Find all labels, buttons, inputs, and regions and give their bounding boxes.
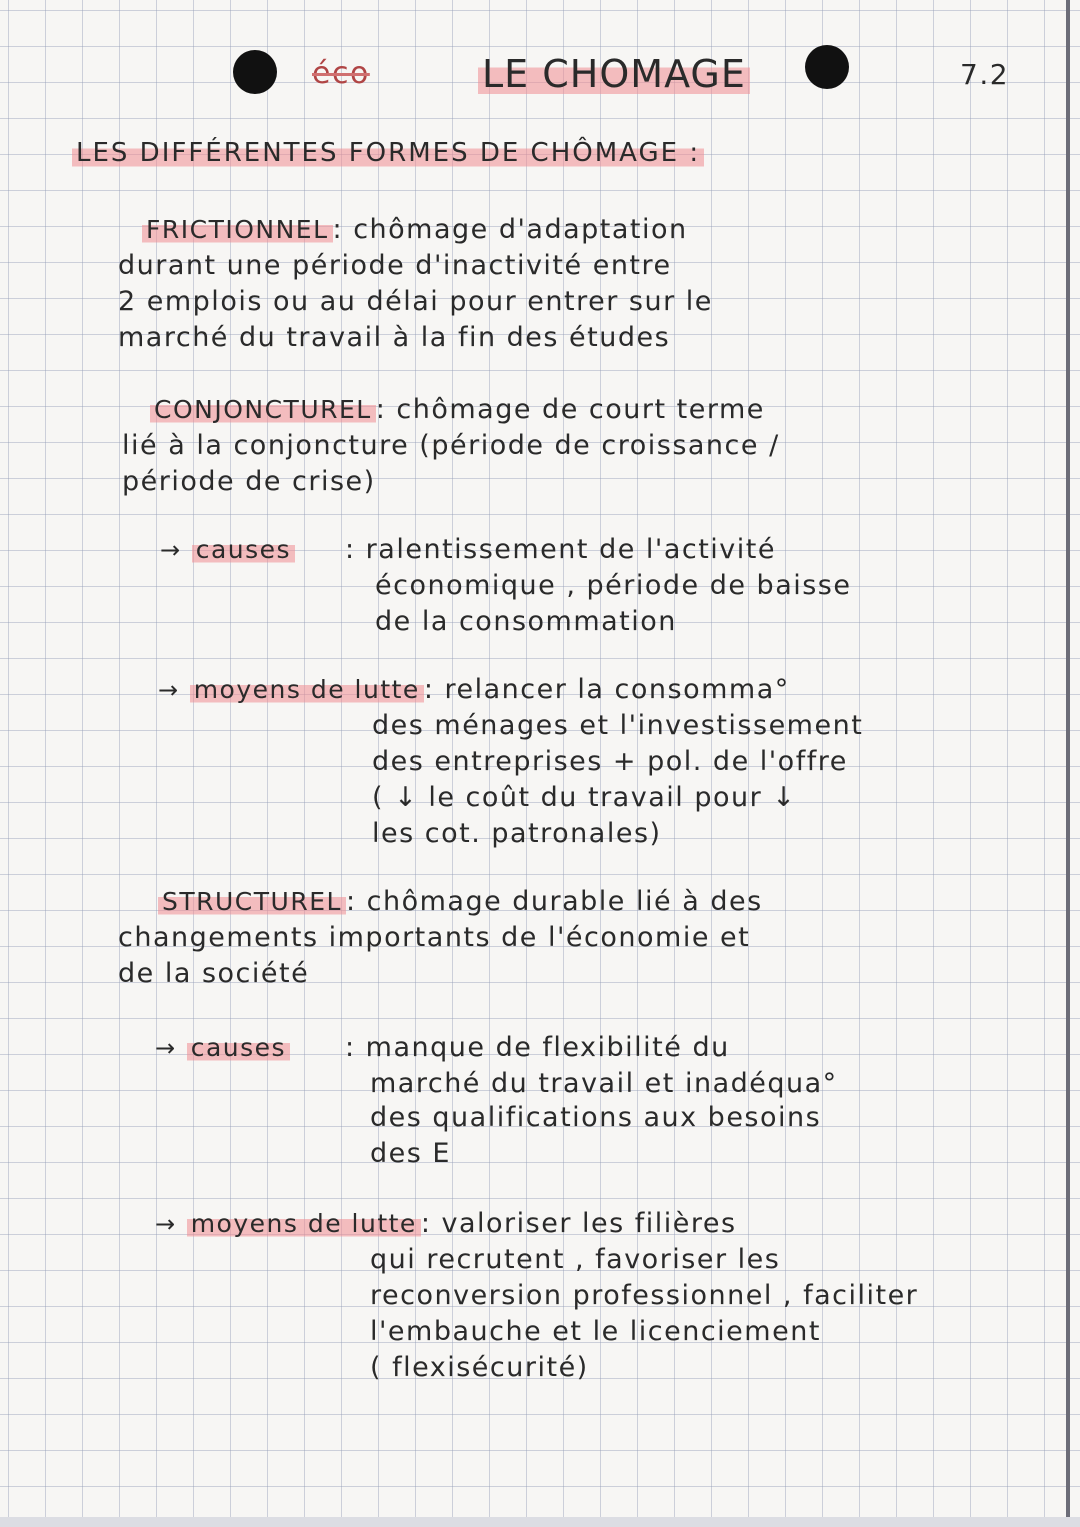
term-conjoncturel: CONJONCTUREL (150, 395, 376, 424)
causes-line: des qualifications aux besoins (370, 1102, 822, 1133)
page-edge (1066, 0, 1070, 1527)
term-structurel: STRUCTUREL (158, 887, 346, 916)
definition-line: : chômage de court terme (375, 394, 765, 425)
term-frictionnel: FRICTIONNEL (142, 215, 333, 244)
moyens-line: : valoriser les filières (420, 1208, 737, 1239)
binder-hole-left (233, 50, 277, 94)
section-heading: LES DIFFÉRENTES FORMES DE CHÔMAGE : (72, 138, 704, 168)
causes-line: des E (370, 1138, 451, 1169)
definition-line: : chômage durable lié à des (345, 886, 763, 917)
page-number: 7.2 (960, 58, 1010, 91)
moyens-line: l'embauche et le licenciement (370, 1316, 821, 1347)
causes-label: causes (187, 1033, 290, 1062)
definition-line: durant une période d'inactivité entre (118, 250, 672, 281)
definition-line: changements importants de l'économie et (118, 922, 751, 953)
definition-line: de la société (118, 958, 310, 989)
moyens-line: ( flexisécurité) (370, 1352, 589, 1383)
page-bottom-edge (0, 1517, 1080, 1527)
moyens-line: ( ↓ le coût du travail pour ↓ (372, 782, 797, 813)
causes-line: de la consommation (375, 606, 677, 637)
causes-line: : ralentissement de l'activité (345, 534, 776, 565)
moyens-line: des ménages et l'investissement (372, 710, 864, 741)
moyens-line: reconversion professionnel , faciliter (370, 1280, 919, 1311)
arrow-icon: → (158, 676, 180, 704)
moyens-line: des entreprises + pol. de l'offre (372, 746, 848, 777)
arrow-icon: → (160, 536, 182, 564)
subject-label: éco (312, 56, 370, 91)
definition-line: période de crise) (122, 466, 376, 497)
definition-line: marché du travail à la fin des études (118, 322, 671, 353)
moyens-label: moyens de lutte (187, 1209, 421, 1238)
definition-line: lié à la conjoncture (période de croissance / (122, 430, 780, 461)
definition-line: 2 emplois ou au délai pour entrer sur le (118, 286, 713, 317)
binder-hole-right (805, 45, 849, 89)
arrow-icon: → (155, 1034, 177, 1062)
moyens-line: qui recrutent , favoriser les (370, 1244, 781, 1275)
definition-line: : chômage d'adaptation (332, 214, 688, 245)
moyens-line: : relancer la consomma° (423, 674, 790, 705)
arrow-icon: → (155, 1210, 177, 1238)
causes-line: économique , période de baisse (375, 570, 852, 601)
moyens-line: les cot. patronales) (372, 818, 662, 849)
page-title: LE CHOMAGE (478, 52, 750, 96)
causes-line: : manque de flexibilité du (345, 1032, 730, 1063)
causes-line: marché du travail et inadéqua° (370, 1068, 838, 1099)
causes-label: causes (192, 535, 295, 564)
moyens-label: moyens de lutte (190, 675, 424, 704)
